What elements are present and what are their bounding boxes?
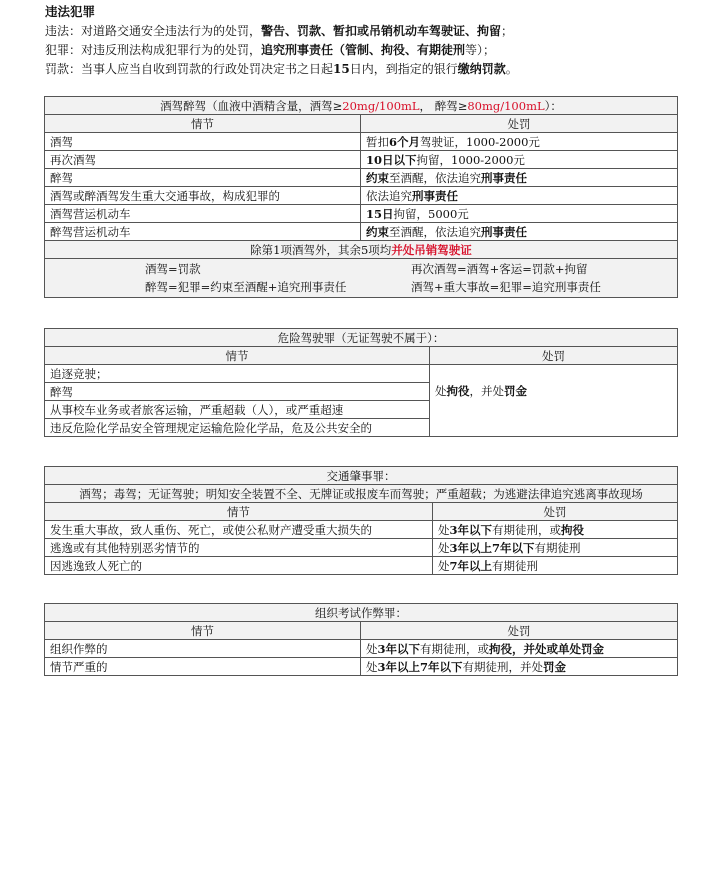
penalty-cell <box>433 557 678 575</box>
penalty-bold: 3年以上7年以下 <box>377 659 463 674</box>
penalty-cell <box>433 539 678 557</box>
penalty-cell <box>361 640 678 658</box>
title-text: ）： <box>544 98 562 113</box>
table-row <box>45 205 678 223</box>
penalty-cell <box>361 151 678 169</box>
definition-text: 对违反刑法构成犯罪行为的处罚， <box>81 43 262 57</box>
traffic-accident-causes: 酒驾；毒驾；无证驾驶；明知安全装置不全、无牌证或报废车而驾驶；严重超载；为逃避法律追究逃离事故现场 <box>45 485 678 503</box>
penalty-text: 处 <box>438 540 450 555</box>
penalty-bold: 约束 <box>366 170 389 185</box>
dangerous-driving-table <box>44 328 678 437</box>
table-row: 醉驾 <box>45 383 430 401</box>
traffic-accident-table <box>44 466 678 575</box>
penalty-bold: 拘役，并处或单处罚金 <box>489 641 605 656</box>
penalty-cell <box>433 521 678 539</box>
penalty-text: 驾驶证，1000-2000元 <box>420 134 540 149</box>
penalty-text: 拘留，5000元 <box>393 206 469 221</box>
penalty-bold: 刑事责任 <box>412 188 458 203</box>
definition-weifa <box>45 22 513 39</box>
dangerous-driving-title: 危险驾驶罪（无证驾驶不属于）： <box>45 329 678 347</box>
exam-cheating-table <box>44 603 678 676</box>
table-row <box>45 223 678 241</box>
table-row <box>45 151 678 169</box>
table-row <box>45 521 678 539</box>
definition-tail: ； <box>501 24 514 38</box>
title-red: 20mg/100mL <box>342 98 420 113</box>
definition-label: 罚款： <box>45 62 82 76</box>
definition-text: 对道路交通安全违法行为的处罚， <box>81 24 262 38</box>
penalty-text: 有期徒刑 <box>534 540 581 555</box>
table-row <box>45 539 678 557</box>
penalty-cell <box>361 205 678 223</box>
note: 酒驾=罚款 <box>145 262 201 276</box>
traffic-accident-title: 交通肇事罪： <box>45 467 678 485</box>
column-header-penalty: 处罚 <box>361 622 678 640</box>
dangerous-driving-penalty <box>430 365 678 437</box>
title-red: 80mg/100mL <box>467 98 545 113</box>
circumstance-cell: 再次酒驾 <box>45 151 361 169</box>
penalty-bold: 罚金 <box>543 659 567 674</box>
exam-cheating-rows <box>45 640 678 676</box>
note: 酒驾+重大事故=犯罪=追究刑事责任 <box>411 280 601 294</box>
note: 再次酒驾=酒驾+客运=罚款+拘留 <box>411 262 588 276</box>
circumstance-cell: 发生重大事故，致人重伤、死亡，或使公私财产遭受重大损失的 <box>45 521 433 539</box>
penalty-text: 有期徒刑，或 <box>420 641 490 656</box>
penalty-bold: 3年以下 <box>449 522 493 537</box>
penalty-cell <box>361 169 678 187</box>
penalty-text: 拘留，1000-2000元 <box>416 152 525 167</box>
drunk-driving-title <box>45 97 678 115</box>
traffic-accident-rows <box>45 521 678 575</box>
penalty-cell <box>361 187 678 205</box>
penalty-bold: 3年以上7年以下 <box>449 540 535 555</box>
definition-fakuan <box>45 60 518 77</box>
penalty-text: 有期徒刑 <box>492 558 539 573</box>
page-heading: 违法犯罪 <box>45 4 96 19</box>
table-row <box>45 640 678 658</box>
penalty-bold: 3年以下 <box>377 641 421 656</box>
column-header-penalty: 处罚 <box>361 115 678 133</box>
circumstance-cell: 逃逸或有其他特别恶劣情节的 <box>45 539 433 557</box>
penalty-text: ，并处 <box>469 384 504 398</box>
column-header-circumstance: 情节 <box>45 347 430 365</box>
penalty-bold: 15日 <box>366 206 394 221</box>
definition-tail: 等）； <box>465 43 496 57</box>
definition-bold: 15 <box>333 62 350 76</box>
exam-cheating-title: 组织考试作弊罪： <box>45 604 678 622</box>
circumstance-cell: 组织作弊的 <box>45 640 361 658</box>
penalty-text: 至酒醒，依法追究 <box>389 224 481 239</box>
title-text: ， 醉驾≥ <box>419 98 468 113</box>
summary-red: 并处吊销驾驶证 <box>391 242 472 257</box>
penalty-bold: 罚金 <box>504 384 527 398</box>
table-row <box>45 133 678 151</box>
penalty-text: 处 <box>435 384 447 398</box>
circumstance-cell: 酒驾 <box>45 133 361 151</box>
drunk-driving-table <box>44 96 678 298</box>
penalty-text: 依法追究 <box>366 188 412 203</box>
drunk-driving-rows <box>45 133 678 241</box>
definition-bold: 警告、罚款、暂扣或吊销机动车驾驶证、拘留 <box>261 24 502 38</box>
column-header-penalty: 处罚 <box>433 503 678 521</box>
definition-label: 犯罪： <box>45 43 82 57</box>
penalty-text: 至酒醒，依法追究 <box>389 170 481 185</box>
penalty-bold: 拘役 <box>446 384 470 398</box>
penalty-cell <box>361 133 678 151</box>
circumstance-cell: 醉驾营运机动车 <box>45 223 361 241</box>
definition-tail: 。 <box>505 62 518 76</box>
penalty-text: 暂扣 <box>366 134 389 149</box>
definition-bold: 缴纳罚款 <box>457 62 506 76</box>
penalty-text: 处 <box>438 522 450 537</box>
table-row <box>45 658 678 676</box>
penalty-cell <box>361 223 678 241</box>
penalty-bold: 刑事责任 <box>481 170 527 185</box>
penalty-text: 处 <box>366 641 378 656</box>
column-header-circumstance: 情节 <box>45 622 361 640</box>
penalty-bold: 刑事责任 <box>481 224 527 239</box>
table-row: 违反危险化学品安全管理规定运输危险化学品，危及公共安全的 <box>45 419 430 437</box>
table-row: 追逐竞驶； <box>45 365 430 383</box>
table-row: 从事校车业务或者旅客运输，严重超载（人），或严重超速 <box>45 401 430 419</box>
penalty-text: 处 <box>438 558 450 573</box>
circumstance-cell: 酒驾或醉酒驾发生重大交通事故，构成犯罪的 <box>45 187 361 205</box>
definition-fanzui <box>45 41 495 58</box>
table-row <box>45 557 678 575</box>
drunk-driving-notes <box>45 259 678 298</box>
summary-text: 除第1项酒驾外，其余5项均 <box>250 242 392 257</box>
penalty-bold: 7年以上 <box>449 558 493 573</box>
table-row <box>45 169 678 187</box>
definition-text: 当事人应当自收到罚款的行政处罚决定书之日起 <box>81 62 334 76</box>
penalty-bold: 拘役 <box>561 522 585 537</box>
drunk-driving-summary <box>45 241 678 259</box>
penalty-bold: 6个月 <box>389 134 421 149</box>
column-header-circumstance: 情节 <box>45 503 433 521</box>
penalty-bold: 约束 <box>366 224 389 239</box>
definition-label: 违法： <box>45 24 82 38</box>
circumstance-cell: 情节严重的 <box>45 658 361 676</box>
circumstance-cell: 醉驾 <box>45 169 361 187</box>
definition-text: 日内，到指定的银行 <box>349 62 458 76</box>
penalty-cell <box>361 658 678 676</box>
penalty-text: 处 <box>366 659 378 674</box>
circumstance-cell: 酒驾营运机动车 <box>45 205 361 223</box>
column-header-circumstance: 情节 <box>45 115 361 133</box>
circumstance-cell: 因逃逸致人死亡的 <box>45 557 433 575</box>
note: 醉驾=犯罪=约束至酒醒+追究刑事责任 <box>145 280 347 294</box>
column-header-penalty: 处罚 <box>430 347 678 365</box>
penalty-bold: 10日以下 <box>366 152 417 167</box>
definition-bold: 追究刑事责任（管制、拘役、有期徒刑 <box>261 43 466 57</box>
title-text: 酒驾醉驾（血液中酒精含量，酒驾≥ <box>160 98 343 113</box>
table-row <box>45 187 678 205</box>
penalty-text: 有期徒刑，并处 <box>462 659 544 674</box>
penalty-text: 有期徒刑，或 <box>492 522 562 537</box>
